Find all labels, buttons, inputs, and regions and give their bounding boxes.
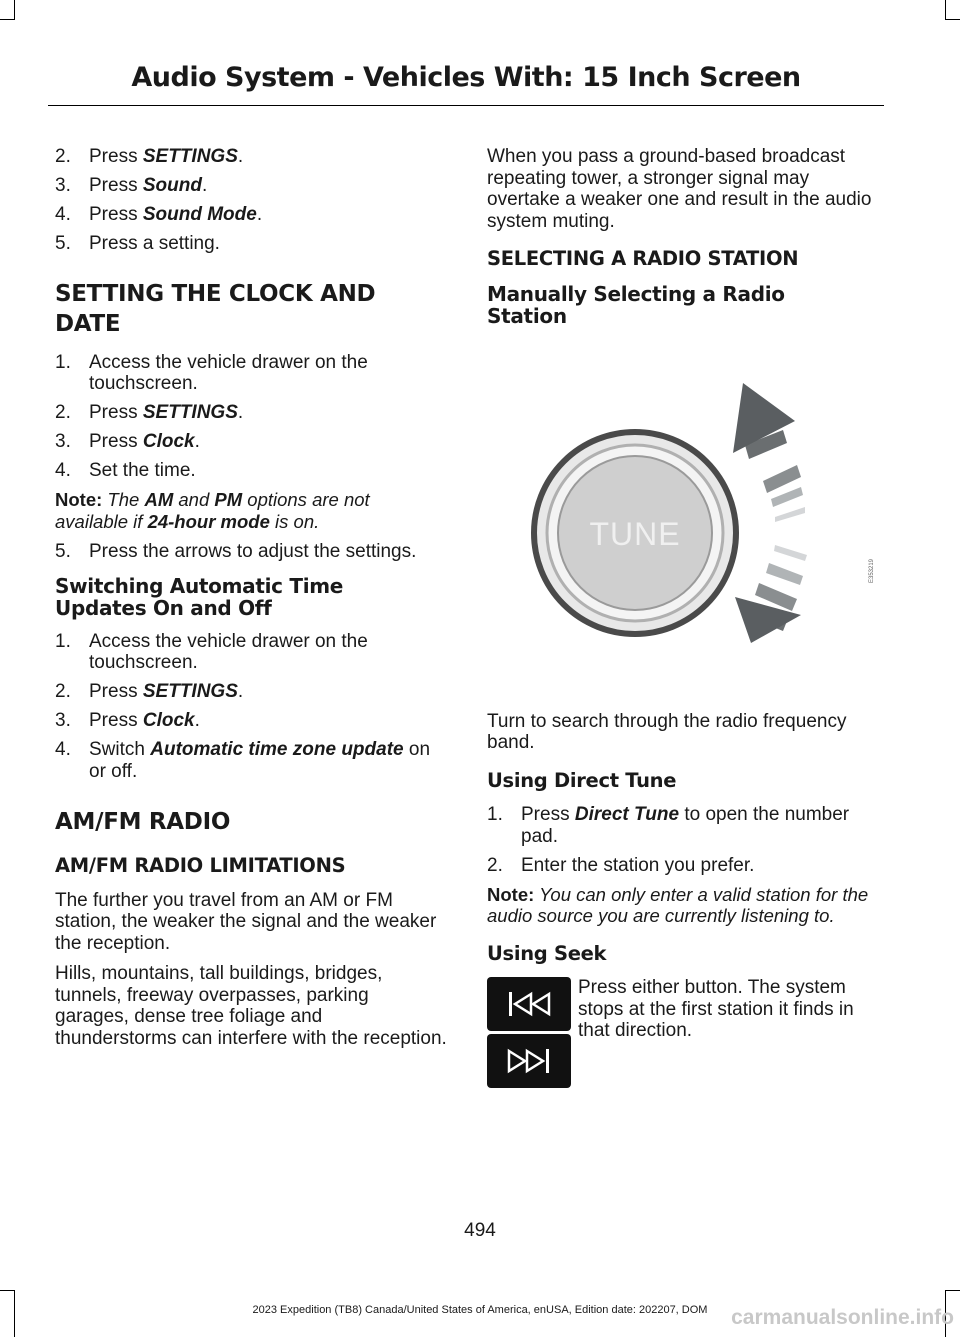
page-footer: 2023 Expedition (TB8) Canada/United States of America, enUSA, Edition date: 202207, DOM <box>252 1304 708 1316</box>
page-header: Audio System - Vehicles With: 15 Inch Screen <box>131 62 801 93</box>
list-item: 4. Press Sound Mode. <box>55 204 263 225</box>
arrow-up-icon <box>733 383 805 522</box>
list-item: 2. Press SETTINGS. <box>55 146 244 167</box>
turn-paragraph: Turn to search through the radio frequency band. <box>487 710 847 753</box>
crop-mark <box>945 19 960 20</box>
list-item: 2. Enter the station you prefer. <box>487 854 755 876</box>
limitations-paragraph: The further you travel from an AM or FM station, the weaker the signal and the weaker the reception. <box>55 889 437 954</box>
direct-tune-note: Note: You can only enter a valid station for the audio source you are currently listening to. <box>487 883 869 926</box>
list-item: 3. Press Clock. <box>55 710 200 731</box>
page-number: 494 <box>464 1220 496 1241</box>
auto-update-heading: Switching Automatic Time Updates On and Off <box>55 573 344 620</box>
crop-mark <box>0 1290 15 1291</box>
broadcast-paragraph: When you pass a ground-based broadcast repeating tower, a stronger signal may overtake a weaker one and result in the audio system muting. <box>487 146 872 232</box>
tune-knob-icon <box>534 432 736 634</box>
selecting-heading: SELECTING A RADIO STATION <box>487 247 799 270</box>
list-item: 4. Switch Automatic time zone update on or off. <box>55 739 431 782</box>
seek-paragraph: Press either button. The system stops at the first station it finds in that direction. <box>578 977 854 1041</box>
header-rule <box>48 105 884 106</box>
direct-tune-heading: Using Direct Tune <box>487 768 677 792</box>
list-item: 1. Access the vehicle drawer on the touchscreen. <box>55 351 368 394</box>
arrow-down-icon <box>735 545 807 643</box>
list-item: 2. Press SETTINGS. <box>55 402 244 423</box>
crop-mark <box>14 0 15 20</box>
list-item: 5. Press a setting. <box>55 233 220 254</box>
right-column <box>487 146 879 1091</box>
manual-heading: Manually Selecting a Radio Station <box>487 281 785 328</box>
watermark: carmanualsonline.info <box>731 1306 954 1329</box>
tune-knob-figure <box>487 383 879 643</box>
list-item: 1. Press Direct Tune to open the number pad. <box>487 804 850 847</box>
clock-heading: SETTING THE CLOCK AND DATE <box>55 280 376 337</box>
crop-mark <box>945 1290 960 1291</box>
list-item: 3. Press Clock. <box>55 431 200 452</box>
list-item: 3. Press Sound. <box>55 175 208 196</box>
left-column <box>55 146 447 1058</box>
seek-heading: Using Seek <box>487 941 607 965</box>
crop-mark <box>0 19 15 20</box>
seek-section <box>487 977 879 1091</box>
seek-forward-icon <box>487 1034 571 1088</box>
limitations-heading: AM/FM RADIO LIMITATIONS <box>55 854 346 877</box>
crop-mark <box>945 0 946 20</box>
clock-note: Note: The AM and PM options are not available if 24-hour mode is on. <box>55 489 370 532</box>
limitations-paragraph: Hills, mountains, tall buildings, bridges, tunnels, freeway overpasses, parking garages, dense tree foliage and thunderstorms can interfere with the reception. <box>55 963 447 1049</box>
svg-text:E353219: E353219 <box>869 558 875 583</box>
list-item: 5. Press the arrows to adjust the settings. <box>55 541 417 562</box>
list-item: 1. Access the vehicle drawer on the touchscreen. <box>55 630 368 673</box>
svg-text:TUNE: TUNE <box>589 515 681 552</box>
list-item: 2. Press SETTINGS. <box>55 681 244 702</box>
amfm-heading: AM/FM RADIO <box>55 809 231 835</box>
list-item: 4. Set the time. <box>55 460 196 481</box>
seek-back-icon <box>487 977 571 1031</box>
